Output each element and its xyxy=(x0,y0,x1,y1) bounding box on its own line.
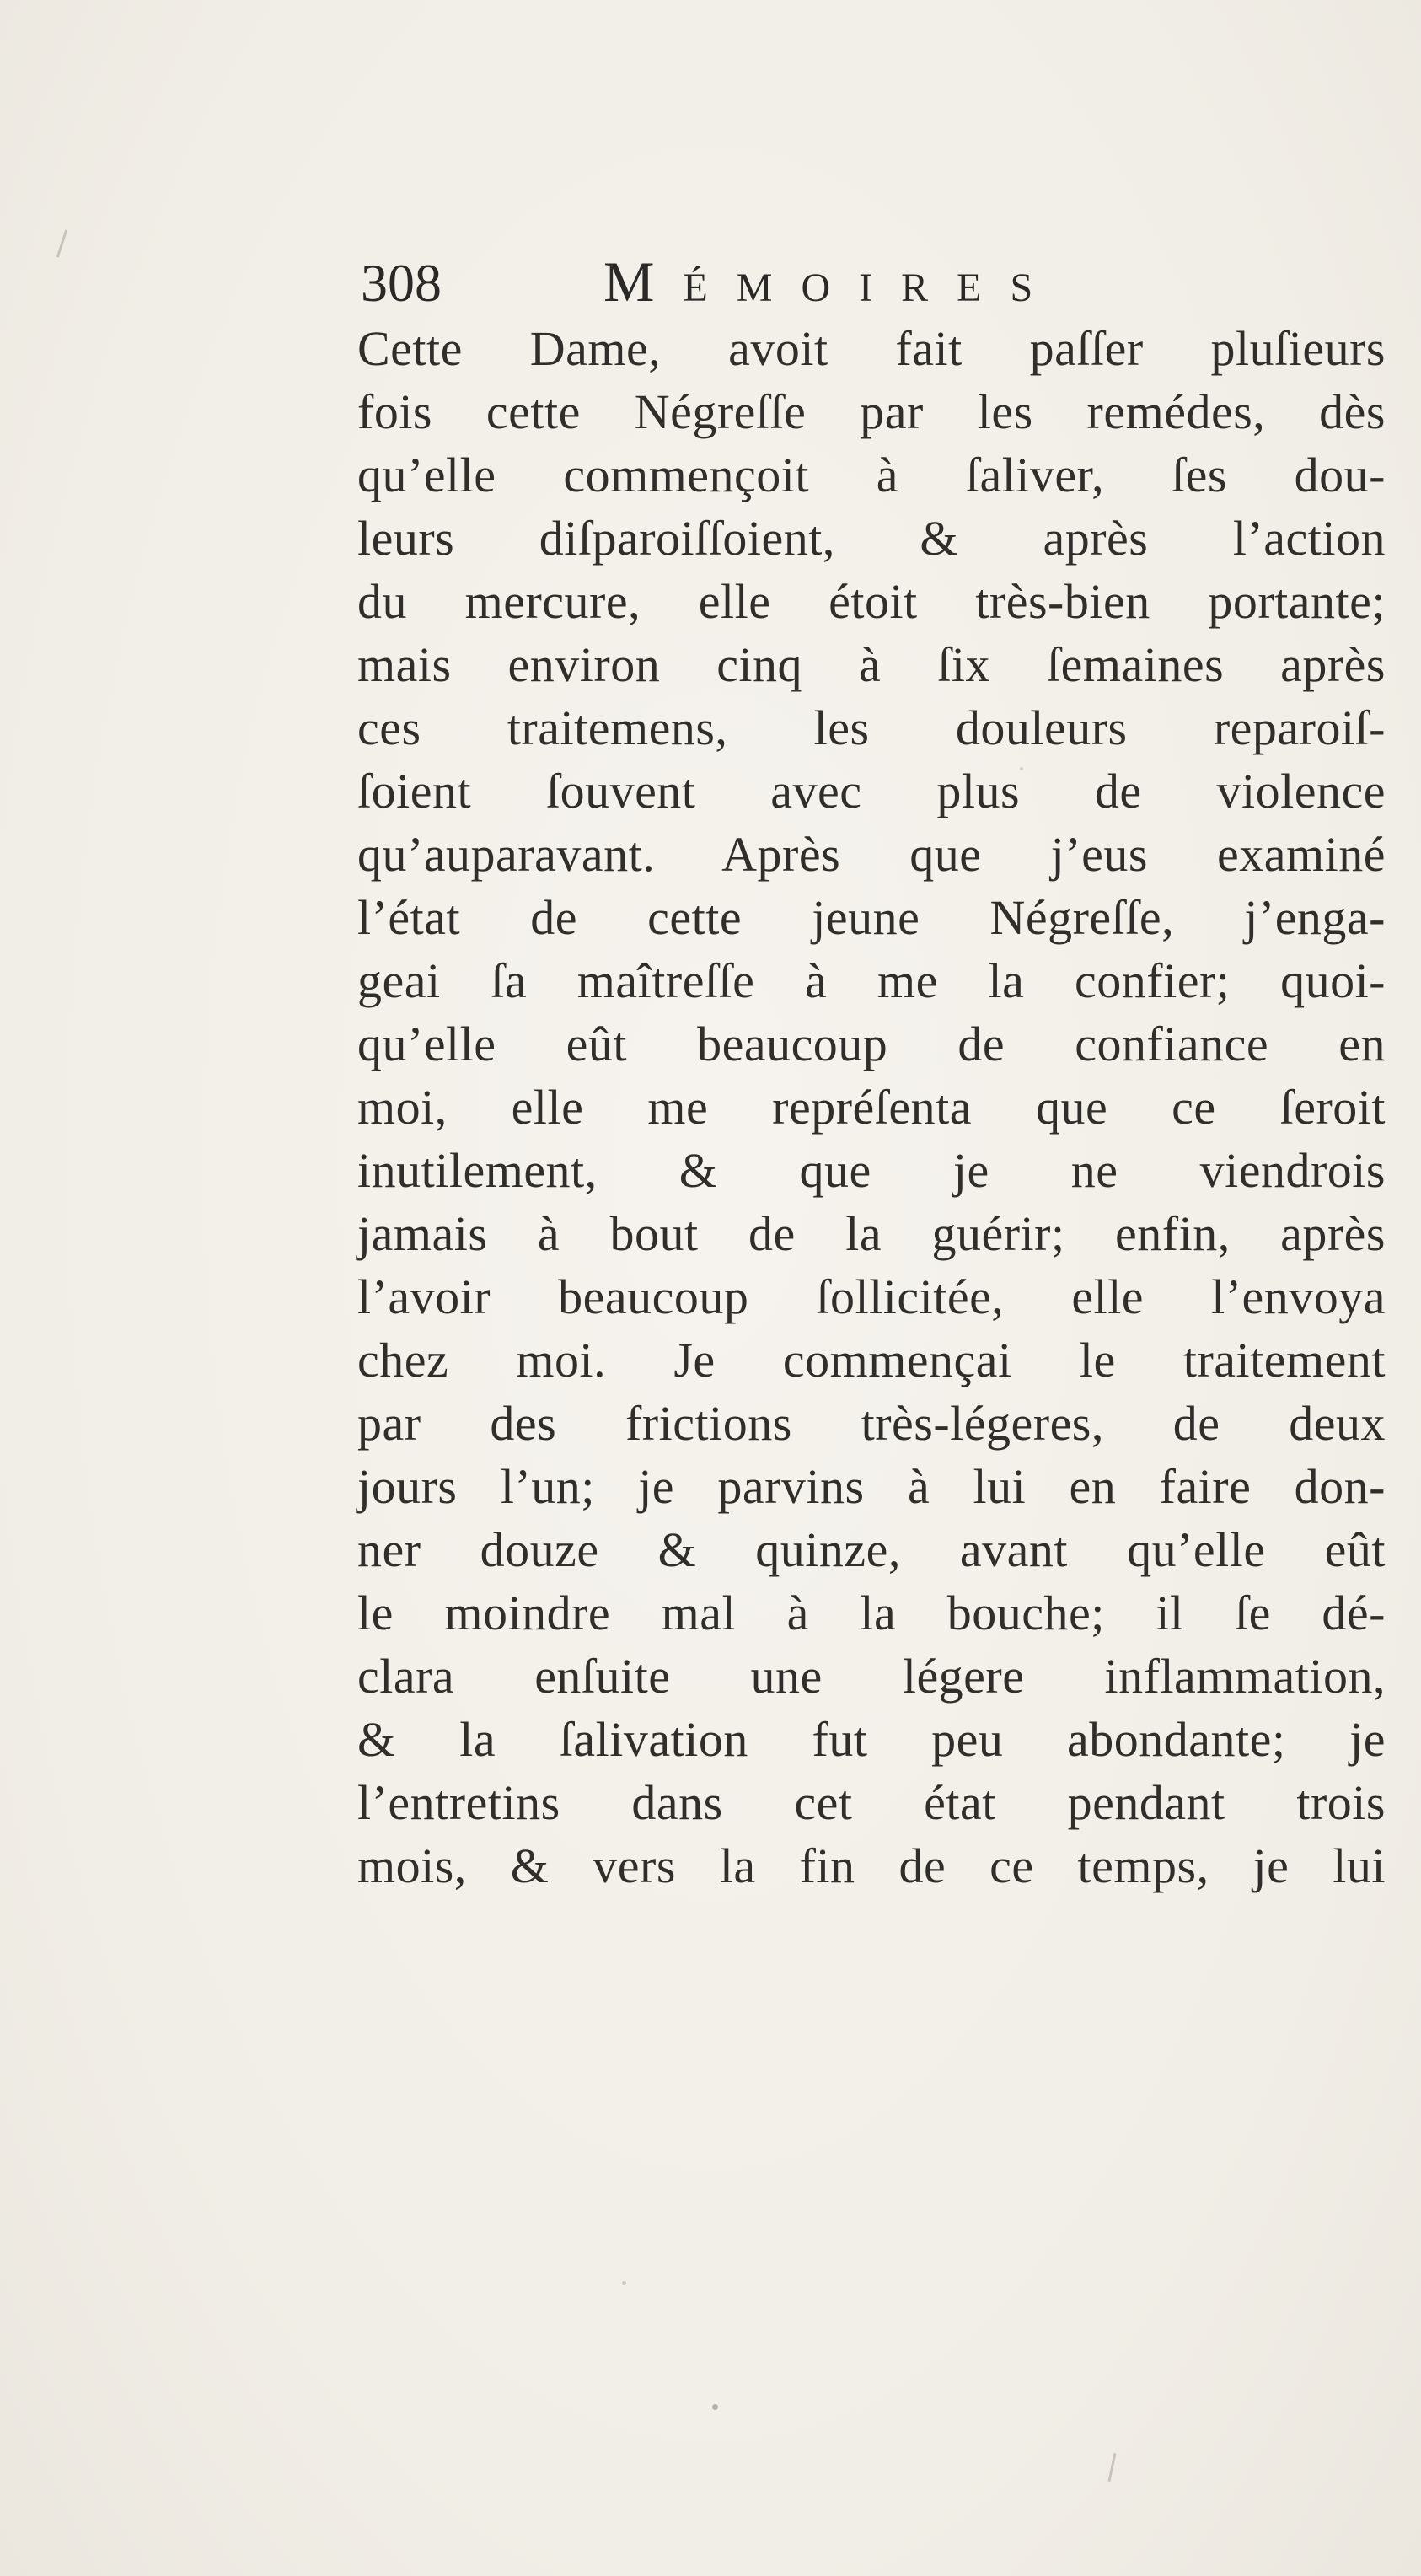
text-line: & la ſalivation fut peu abondante; je xyxy=(357,1712,1386,1767)
text-line: clara enſuite une légere inflammation, xyxy=(357,1649,1386,1704)
text-line: Cette Dame, avoit fait paſſer pluſieurs xyxy=(357,321,1386,376)
text-line: du mercure, elle étoit très-bien portante; xyxy=(357,574,1386,629)
text-line: mais environ cinq à ſix ſemaines après xyxy=(357,637,1386,692)
page-number: 308 xyxy=(361,253,442,313)
paper-speck xyxy=(1020,767,1023,770)
text-line: geai ſa maîtreſſe à me la confier; quoi- xyxy=(357,953,1386,1008)
text-line: qu’auparavant. Après que j’eus examiné xyxy=(357,827,1386,882)
text-line: fois cette Négreſſe par les remédes, dès xyxy=(357,384,1386,439)
text-line: mois, & vers la fin de ce temps, je lui xyxy=(357,1838,1386,1893)
text-line: chez moi. Je commençai le traitement xyxy=(357,1333,1386,1387)
text-line: qu’elle eût beaucoup de confiance en xyxy=(357,1017,1386,1071)
text-line: leurs diſparoiſſoient, & après l’action xyxy=(357,511,1386,566)
paper-speck xyxy=(712,2404,718,2410)
running-head: Mémoires xyxy=(603,250,1062,314)
text-line: le moindre mal à la bouche; il ſe dé- xyxy=(357,1586,1386,1640)
text-line: l’entretins dans cet état pendant trois xyxy=(357,1775,1386,1830)
paper-mark xyxy=(56,229,67,257)
text-line: ner douze & quinze, avant qu’elle eût xyxy=(357,1522,1386,1577)
text-line: ces traitemens, les douleurs reparoiſ- xyxy=(357,700,1386,755)
text-line: qu’elle commençoit à ſaliver, ſes dou- xyxy=(357,448,1386,502)
paper-speck xyxy=(622,2281,626,2285)
text-line: moi, elle me repréſenta que ce ſeroit xyxy=(357,1080,1386,1135)
body-text xyxy=(357,317,1386,1897)
text-line: ſoient ſouvent avec plus de violence xyxy=(357,764,1386,818)
text-line: par des frictions très-légeres, de deux xyxy=(357,1396,1386,1451)
text-line: l’état de cette jeune Négreſſe, j’enga- xyxy=(357,890,1386,945)
text-line: jamais à bout de la guérir; enfin, après xyxy=(357,1206,1386,1261)
paper-mark xyxy=(1107,2453,1116,2482)
text-line: jours l’un; je parvins à lui en faire don- xyxy=(357,1459,1386,1514)
text-line: inutilement, & que je ne viendrois xyxy=(357,1143,1386,1198)
text-line: l’avoir beaucoup ſollicitée, elle l’envoya xyxy=(357,1269,1386,1324)
page-header xyxy=(361,239,1204,315)
